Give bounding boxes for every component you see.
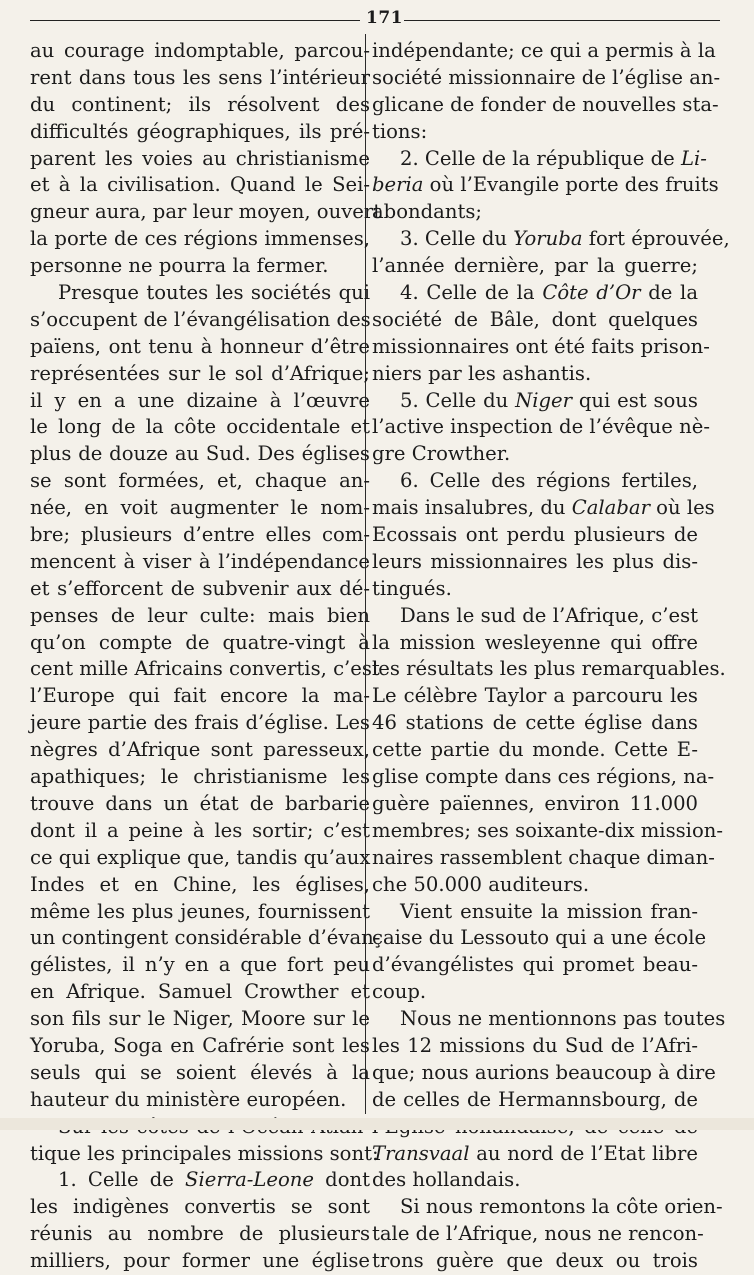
- text-line: qu’on compte de quatre-vingt à: [30, 630, 370, 654]
- text-line: rent dans tous les sens l’intérieur: [30, 65, 370, 89]
- text-line: cent mille Africains convertis, c’est: [30, 657, 380, 681]
- text-line: gélistes, il n’y en a que fort peu: [30, 953, 370, 977]
- text-line: plus de douze au Sud. Des églises: [30, 442, 370, 466]
- text-line: trouve dans un état de barbarie: [30, 791, 370, 815]
- text-line: [372, 388, 698, 415]
- text-line: et à la civilisation. Quand le Sei-: [30, 173, 370, 197]
- header-rule-right: [404, 20, 720, 21]
- text-line: Yoruba, Soga en Cafrérie sont les: [30, 1033, 370, 1057]
- text-line: représentées sur le sol d’Afrique;: [30, 361, 370, 385]
- text-line: son fils sur le Niger, Moore sur le: [30, 1007, 370, 1031]
- text-line: ce qui explique que, tandis qu’aux: [30, 845, 371, 869]
- text-line: trons guère que deux ou trois: [372, 1249, 698, 1273]
- text-line: 46 stations de cette église dans: [372, 711, 698, 735]
- text-line: Le célèbre Taylor a parcouru les: [372, 684, 698, 708]
- text-line: milliers, pour former une église: [30, 1249, 370, 1273]
- text-span: 3. Celle du: [400, 227, 514, 251]
- text-span: dont: [314, 1168, 370, 1192]
- text-span: fort éprouvée,: [582, 227, 730, 251]
- text-span: où l’Evangile porte des fruits: [423, 173, 719, 197]
- text-span: mais insalubres, du: [372, 496, 572, 520]
- text-line: se sont formées, et, chaque an-: [30, 469, 370, 493]
- text-line: Indes et en Chine, les églises,: [30, 872, 370, 896]
- text-line: glise compte dans ces régions, na-: [372, 765, 715, 789]
- text-line: les indigènes convertis se sont: [30, 1195, 370, 1219]
- text-line: guère païennes, environ 11.000: [372, 791, 698, 815]
- text-line: niers par les ashantis.: [372, 361, 592, 385]
- page-number: 171: [366, 8, 403, 28]
- italic-term: Yoruba: [513, 227, 583, 251]
- text-line: jeure partie des frais d’église. Les: [30, 711, 370, 735]
- text-line: che 50.000 auditeurs.: [372, 872, 590, 896]
- text-line: d’évangélistes qui promet beau-: [372, 953, 698, 977]
- text-line: leurs missionnaires les plus dis-: [372, 549, 698, 573]
- text-line: l’année dernière, par la guerre;: [372, 254, 698, 278]
- text-line: tingués.: [372, 576, 452, 600]
- italic-term: Niger: [515, 388, 572, 412]
- text-line: et s’efforcent de subvenir aux dé-: [30, 576, 370, 600]
- text-line: parent les voies au christianisme: [30, 146, 370, 170]
- text-line: Vient ensuite la mission fran-: [400, 899, 698, 923]
- text-line: naires rassemblent chaque diman-: [372, 845, 715, 869]
- text-line: un contingent considérable d’évan-: [30, 926, 381, 950]
- text-line: missionnaires ont été faits prison-: [372, 334, 710, 358]
- text-line: glicane de fonder de nouvelles sta-: [372, 92, 719, 116]
- text-line: apathiques; le christianisme les: [30, 765, 370, 789]
- text-span: 2. Celle de la république de: [400, 146, 681, 170]
- text-line: réunis au nombre de plusieurs: [30, 1222, 370, 1246]
- italic-term: Li-: [680, 146, 707, 170]
- text-line: bre; plusieurs d’entre elles com-: [30, 523, 370, 547]
- header-rule-left: [30, 20, 360, 21]
- italic-term: Transvaal: [372, 1141, 470, 1165]
- text-line: la mission wesleyenne qui offre: [372, 630, 698, 654]
- text-line: du continent; ils résolvent des: [30, 92, 370, 116]
- text-line: gre Crowther.: [372, 442, 511, 466]
- text-line: Dans le sud de l’Afrique, c’est: [400, 603, 698, 627]
- text-span: 5. Celle du: [400, 388, 516, 412]
- text-line: mencent à viser à l’indépendance: [30, 549, 370, 573]
- text-line: penses de leur culte: mais bien: [30, 603, 370, 627]
- text-line: que; nous aurions beaucoup à dire: [372, 1060, 716, 1084]
- text-span: de la: [640, 281, 698, 305]
- text-line: coup.: [372, 980, 427, 1004]
- text-line: indépendante; ce qui a permis à la: [372, 39, 716, 62]
- text-line: les résultats les plus remarquables.: [372, 657, 726, 681]
- text-line: païens, ont tenu à honneur d’être: [30, 334, 370, 358]
- italic-term: Sierra-Leone: [185, 1168, 314, 1192]
- text-line: Si nous remontons la côte orien-: [400, 1195, 723, 1219]
- text-span: qui est sous: [572, 388, 698, 412]
- text-line: dont il a peine à les sortir; c’est: [30, 818, 370, 842]
- page-header: [30, 6, 730, 32]
- right-column: [372, 38, 730, 1275]
- text-line: nègres d’Afrique sont paresseux,: [30, 738, 370, 762]
- text-line: de celles de Hermannsbourg, de: [372, 1087, 698, 1111]
- text-line: même les plus jeunes, fournissent: [30, 899, 370, 923]
- text-line: tions:: [372, 119, 428, 143]
- text-line: les 12 missions du Sud de l’Afri-: [372, 1033, 698, 1057]
- text-line: des hollandais.: [372, 1168, 521, 1192]
- text-line: [372, 280, 698, 307]
- text-line: l’active inspection de l’évêque nè-: [372, 415, 710, 439]
- text-line: çaise du Lessouto qui a une école: [372, 926, 707, 950]
- text-line: membres; ses soixante-dix mission-: [372, 818, 723, 842]
- text-line: [372, 1141, 698, 1168]
- text-line: tale de l’Afrique, nous ne rencon-: [372, 1222, 704, 1246]
- text-line: 6. Celle des régions fertiles,: [400, 469, 698, 493]
- text-line: née, en voit augmenter le nom-: [30, 496, 370, 520]
- text-line: société missionnaire de l’église an-: [372, 65, 721, 89]
- text-line: Ecossais ont perdu plusieurs de: [372, 523, 698, 547]
- text-span: où les: [649, 496, 715, 520]
- left-column: [30, 38, 382, 1275]
- text-line: cette partie du monde. Cette E-: [372, 738, 698, 762]
- text-line: au courage indomptable, parcou-: [30, 39, 370, 62]
- text-line: difficultés géographiques, ils pré-: [30, 119, 370, 143]
- text-line: seuls qui se soient élevés à la: [30, 1060, 370, 1084]
- text-line: [372, 226, 730, 253]
- text-line: s’occupent de l’évangélisation des: [30, 307, 371, 331]
- text-line: la porte de ces régions immenses,: [30, 227, 370, 251]
- italic-term: beria: [372, 173, 424, 197]
- text-line: [372, 495, 715, 522]
- text-span: 4. Celle de la: [400, 281, 543, 305]
- text-line: il y en a une dizaine à l’œuvre: [30, 388, 370, 412]
- text-line: hauteur du ministère européen.: [30, 1087, 347, 1111]
- text-span: au nord de l’Etat libre: [469, 1141, 698, 1165]
- text-line: en Afrique. Samuel Crowther et: [30, 980, 370, 1004]
- page-bottom-edge: [0, 1118, 754, 1130]
- text-line: tique les principales missions sont:: [30, 1141, 379, 1165]
- text-line: Nous ne mentionnons pas toutes: [400, 1007, 726, 1031]
- italic-term: Côte d’Or: [542, 281, 641, 305]
- text-line: société de Bâle, dont quelques: [372, 307, 698, 331]
- text-line: [372, 146, 707, 173]
- text-line: [30, 1167, 370, 1194]
- text-line: l’Europe qui fait encore la ma-: [30, 684, 370, 708]
- text-span: 1. Celle de: [58, 1168, 186, 1192]
- text-line: personne ne pourra la fermer.: [30, 254, 329, 278]
- italic-term: Calabar: [571, 496, 650, 520]
- text-line: gneur aura, par leur moyen, ouvert: [30, 200, 382, 224]
- text-line: le long de la côte occidentale et: [30, 415, 370, 439]
- text-line: abondants;: [372, 200, 483, 224]
- text-line: Presque toutes les sociétés qui: [58, 281, 370, 305]
- text-line: [372, 172, 719, 199]
